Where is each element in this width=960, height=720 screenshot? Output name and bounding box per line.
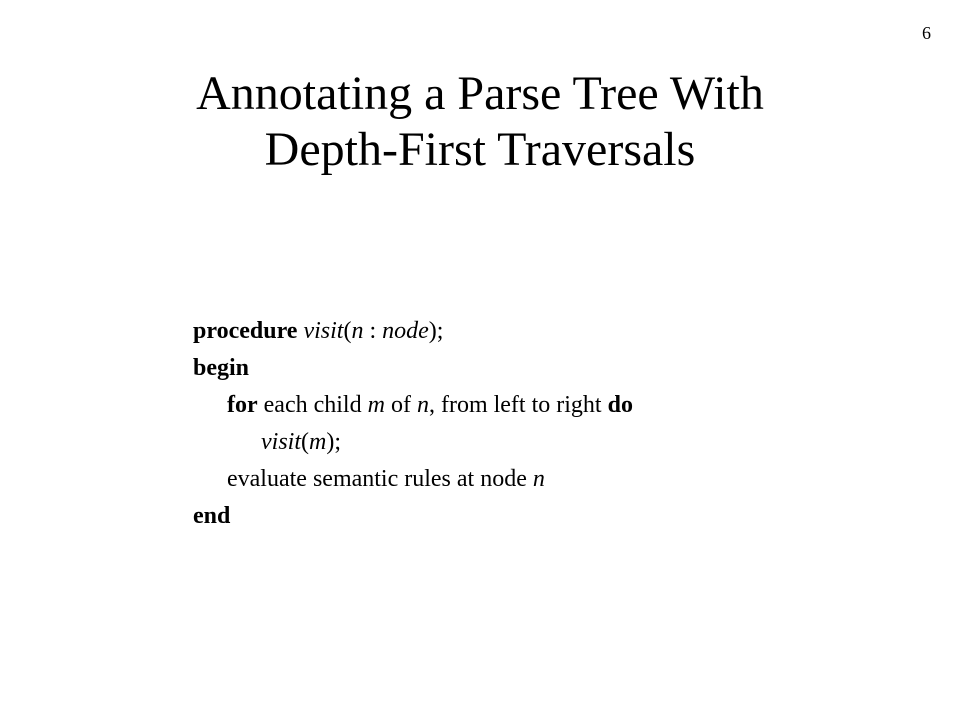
code-text: each child xyxy=(257,392,368,418)
code-line-end xyxy=(193,498,633,535)
identifier-n: n xyxy=(416,392,429,418)
identifier-m: m xyxy=(309,429,327,455)
code-text: , from left to right xyxy=(428,392,608,418)
code-text: ( xyxy=(301,429,309,455)
code-line-procedure xyxy=(193,313,633,350)
identifier-node: node xyxy=(382,318,429,344)
keyword-end: end xyxy=(193,503,231,529)
code-indent xyxy=(227,429,261,455)
keyword-for: for xyxy=(227,392,258,418)
code-text: evaluate semantic rules at node xyxy=(227,466,533,492)
code-text: ( xyxy=(343,318,352,344)
code-line-visit-call xyxy=(193,424,633,461)
identifier-visit: visit xyxy=(261,429,301,455)
code-text: : xyxy=(363,318,383,344)
code-line-begin xyxy=(193,350,633,387)
slide-title xyxy=(60,66,900,178)
keyword-begin: begin xyxy=(193,355,250,381)
code-text: of xyxy=(384,392,417,418)
identifier-visit: visit xyxy=(303,318,344,344)
code-line-for xyxy=(193,387,633,424)
page-number: 6 xyxy=(922,23,931,43)
code-text: ); xyxy=(326,429,342,455)
keyword-do: do xyxy=(607,392,633,418)
identifier-n: n xyxy=(532,466,545,492)
code-line-evaluate xyxy=(193,461,633,498)
slide-title-line-2: Depth-First Traversals xyxy=(264,123,696,176)
code-text: ); xyxy=(428,318,444,344)
slide-title-line-1: Annotating a Parse Tree With xyxy=(196,67,764,120)
identifier-n: n xyxy=(351,318,364,344)
pseudocode-block xyxy=(193,313,633,535)
identifier-m: m xyxy=(367,392,385,418)
keyword-procedure: procedure xyxy=(193,318,298,344)
